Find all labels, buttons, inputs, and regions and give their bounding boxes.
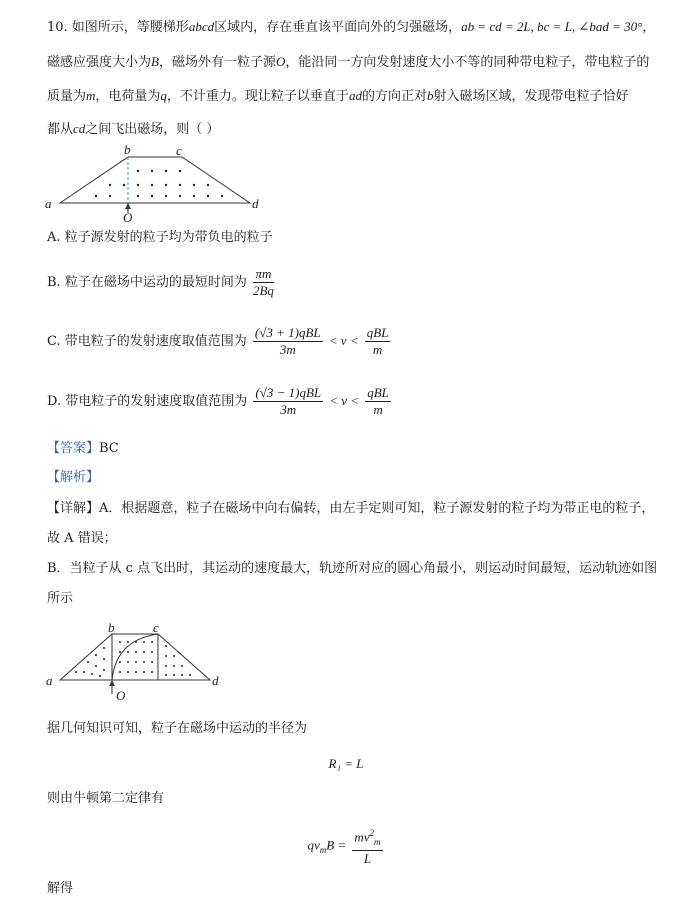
figure-trapezoid-2 [40,622,240,704]
option-b-fraction: $\frac{\pi m}{2Bq}$ [252,266,274,298]
option-d-fraction-right: $\frac{\text{qBL}}{m}$ [367,385,389,417]
fig1-label-O: O [123,210,133,223]
fig2-label-O: O [116,688,126,703]
option-c-fraction-right: $\frac{\text{qBL}}{m}$ [366,325,389,357]
equation-newton-fraction: $\frac{mv^2_m}{L}$ [352,825,382,867]
solution-solve-text: 解得 [47,881,74,896]
option-a: A. 粒子源发射的粒子均为带负电的粒子 [47,230,273,245]
detail-line-4: 所示 [47,591,74,606]
solution-radius-text: 据几何知识可知，粒子在磁场中运动的半径为 [47,721,308,736]
analysis-line [47,469,99,487]
fig2-label-b: b [108,622,115,635]
detail-line-3: B．当粒子从 c 点飞出时，其运动的速度最大，轨迹所对应的圆心角最小，则运动时间最短，运动轨迹如图 [47,561,658,576]
option-b: B. 粒子在磁场中运动的最短时间为 $\frac{\pi m}{2Bq}$ [47,266,274,298]
fig1-label-c: c [176,145,182,158]
answer-line [47,440,119,458]
question-line-2: 磁感应强度大小为B，磁场外有一粒子源O，能沿同一方向发射速度大小不等的同种带电粒子，带电粒子的 [47,54,650,70]
analysis-label: 【解析】 [47,470,100,485]
equation-radius: R₁ = L [328,756,364,771]
fig2-label-c: c [153,622,159,635]
detail-line-2: 故 A 错误； [47,531,117,546]
option-d: D. 带电粒子的发射速度取值范围为 $\frac{\text{(√3 − 1)qBL}}{3m}$ < v < $\frac{\text{qBL}}{m}$ [47,385,389,417]
detail-line-1: 【详解】A．根据题意，粒子在磁场中向右偏转，由左手定则可知，粒子源发射的粒子均为带正电的粒子， [47,501,655,516]
question-line-3: 质量为m，电荷量为q，不计重力。现让粒子以垂直于ad的方向正对b射入磁场区域，发现带电粒子恰好 [47,88,629,104]
option-c: C. 带电粒子的发射速度取值范围为 $\frac{\text{(√3 + 1)qBL}}{3m}$ < v < $\frac{\text{qBL}}{m}$ [47,325,389,357]
fig1-label-a: a [45,196,52,211]
fig2-label-d: d [212,673,219,688]
answer-value: BC [99,441,119,456]
fig2-label-a: a [46,673,53,688]
solution-newton-text: 则由牛顿第二定律有 [47,791,165,806]
option-d-fraction-left: $\frac{\text{(√3 − 1)qBL}}{3m}$ [255,385,322,417]
option-c-fraction-left: $\frac{\text{(√3 + 1)qBL}}{3m}$ [254,325,321,357]
question-line-4: 都从cd之间飞出磁场，则（ ） [47,121,220,137]
detail-label: 【详解】 [47,501,100,516]
equation-newton: $qv_mB$ = $\frac{mv^2_m}{L}$ [0,825,692,867]
answer-label: 【答案】 [47,441,100,456]
question-line-1: 10. 如图所示，等腰梯形abcd区域内，存在垂直该平面向外的匀强磁场，ab = cd = 2L, bc = L, ∠bad = 30°， [47,19,656,35]
fig1-label-d: d [252,196,259,211]
fig1-label-b: b [124,145,131,157]
figure-trapezoid-1 [40,145,270,223]
